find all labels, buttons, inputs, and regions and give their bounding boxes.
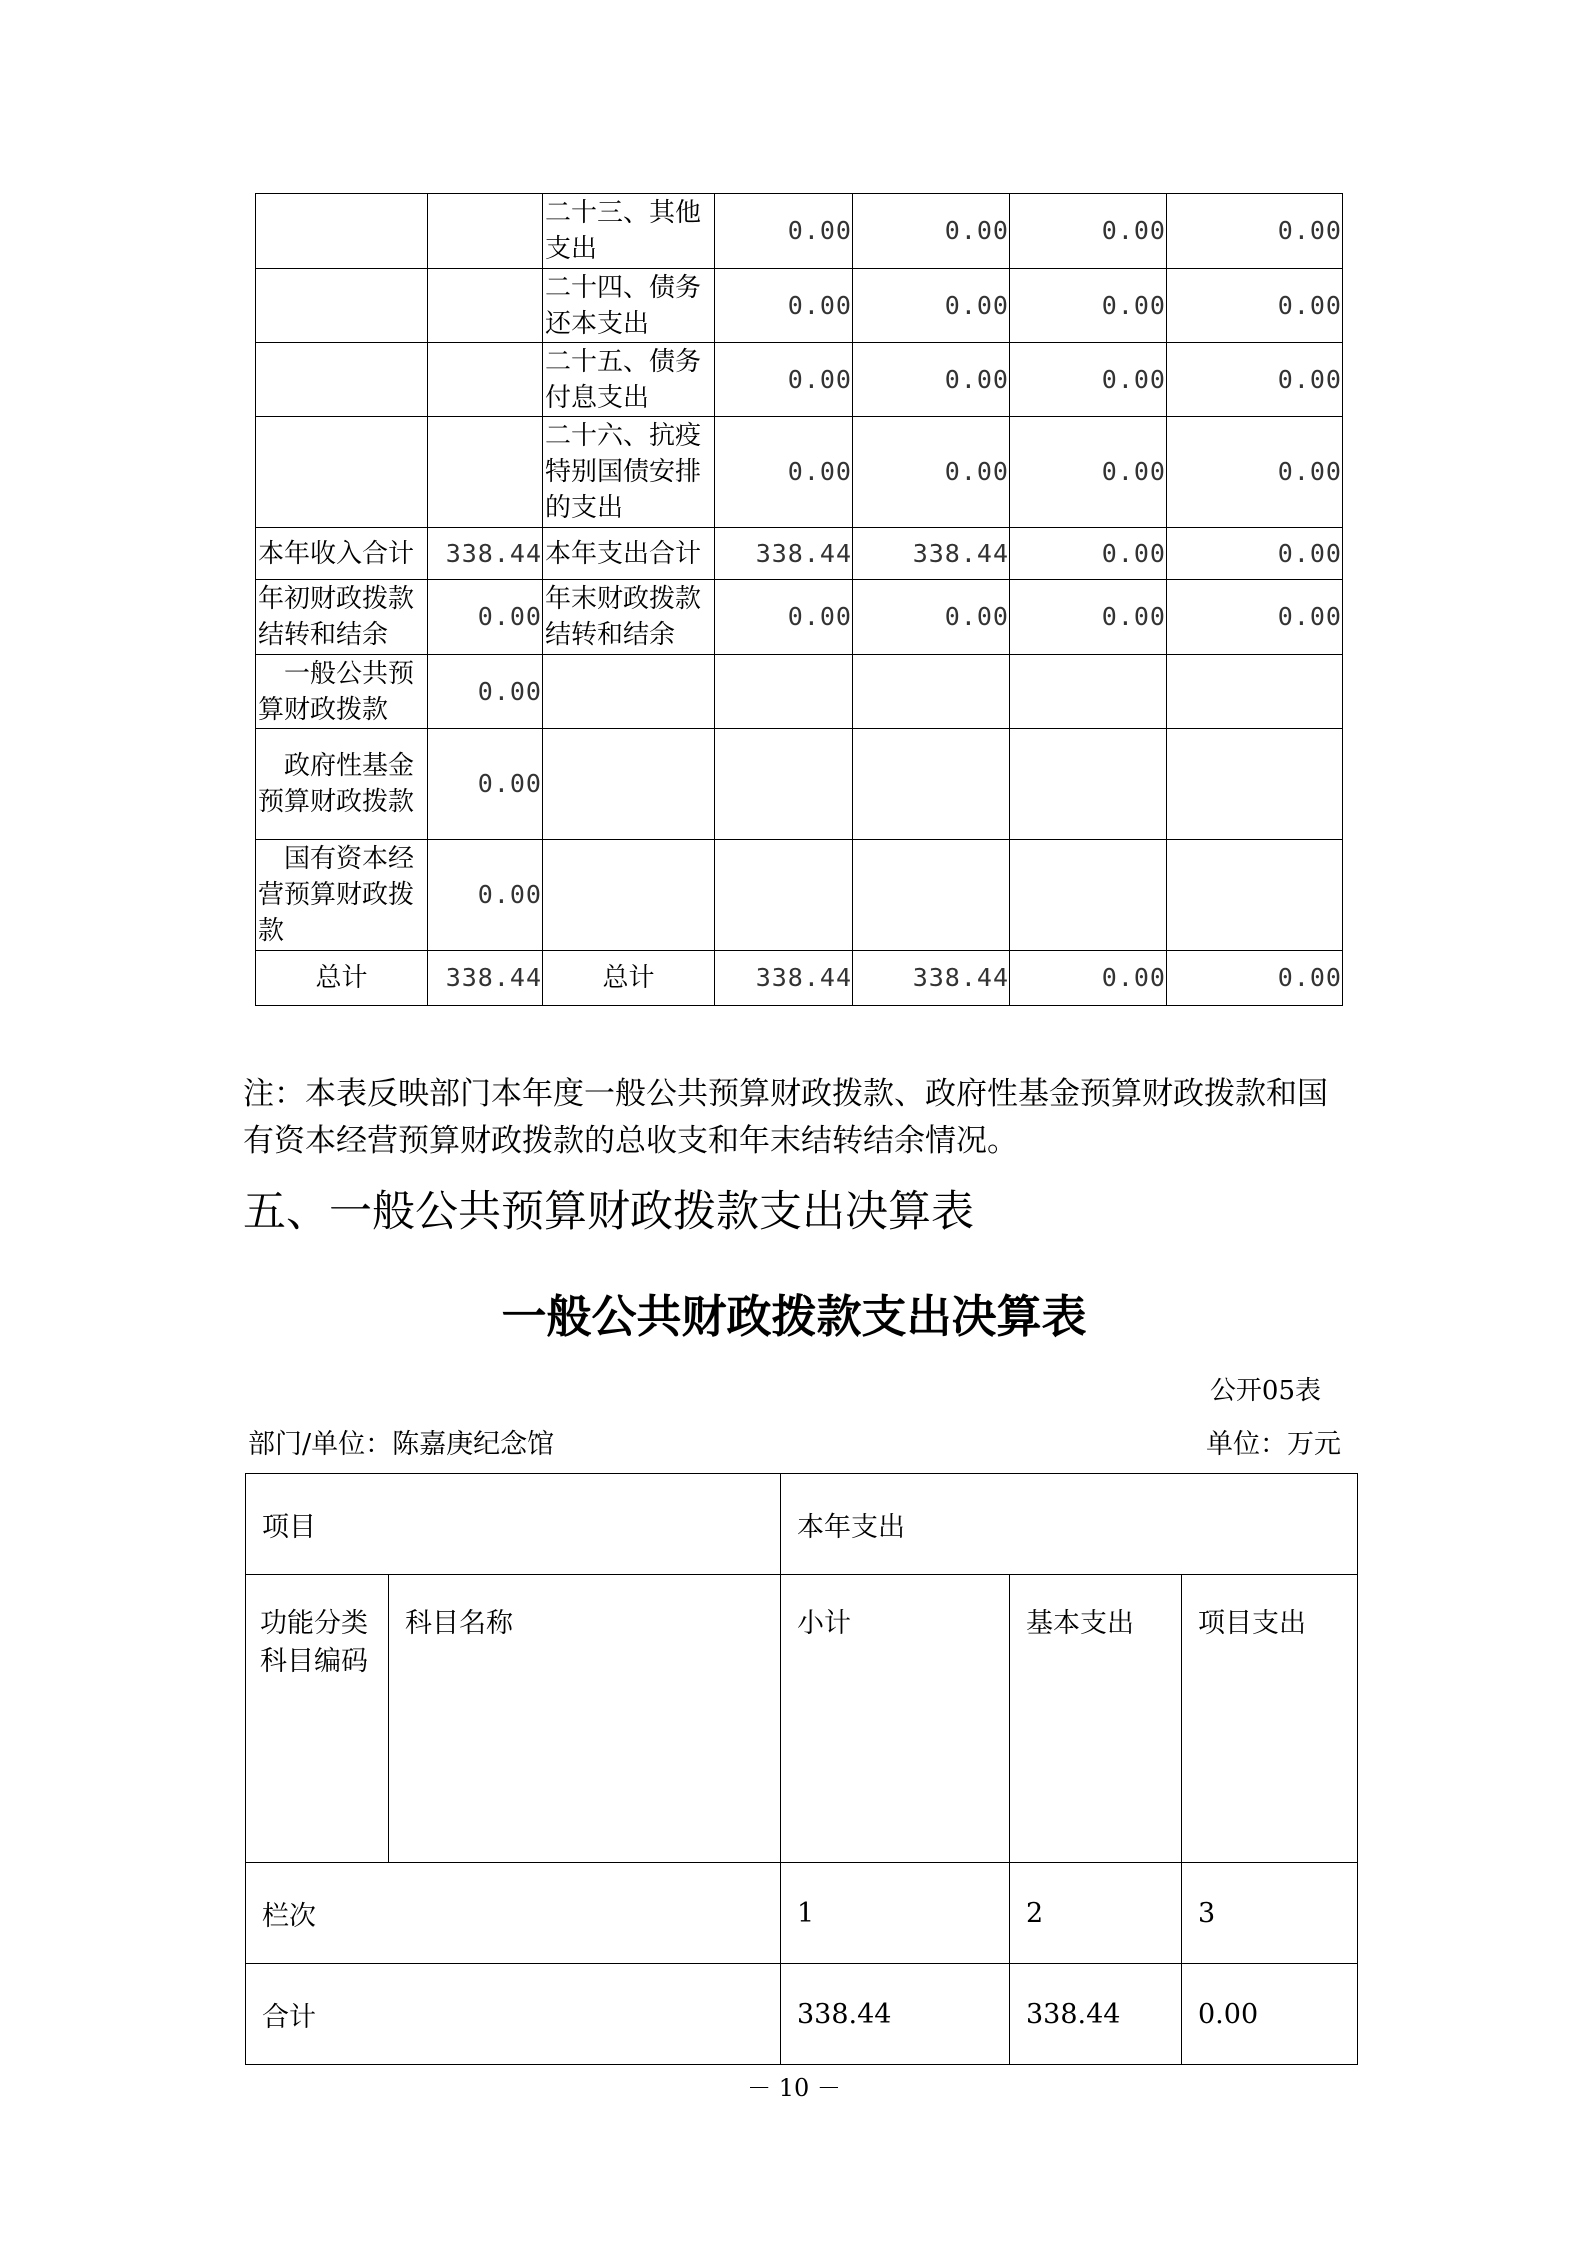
unit-label: 单位：万元 (1206, 1429, 1341, 1460)
cell (543, 729, 715, 840)
column-index-label: 栏次 (246, 1863, 781, 1964)
cell: 0.00 (853, 343, 1010, 417)
table-title: 一般公共财政拨款支出决算表 (501, 1290, 1087, 1343)
cell: 总计 (543, 951, 715, 1006)
cell: 0.00 (428, 655, 543, 729)
table-note: 注：本表反映部门本年度一般公共预算财政拨款、政府性基金预算财政拨款和国有资本经营预算财政拨款的总收支和年末结转结余情况。 (243, 1076, 1328, 1159)
table-row (256, 343, 1343, 417)
cell: 0.00 (1167, 417, 1343, 528)
cell (715, 655, 853, 729)
cell: 总计 (256, 951, 428, 1006)
cell: 政府性基金预算财政拨款 (256, 729, 428, 840)
cell: 一般公共预算财政拨款 (256, 655, 428, 729)
cell: 338.44 (428, 951, 543, 1006)
cell (715, 840, 853, 951)
cell (1010, 729, 1167, 840)
cell: 二十六、抗疫特别国债安排的支出 (543, 417, 715, 528)
cell (853, 729, 1010, 840)
cell: 0.00 (1167, 951, 1343, 1006)
cell: 0.00 (715, 343, 853, 417)
cell: 0.00 (853, 417, 1010, 528)
cell: 二十五、债务付息支出 (543, 343, 715, 417)
column-index: 3 (1182, 1863, 1358, 1964)
cell: 0.00 (715, 417, 853, 528)
table-row (256, 951, 1343, 1006)
cell (428, 343, 543, 417)
cell: 0.00 (1010, 951, 1167, 1006)
cell: 0.00 (1167, 269, 1343, 343)
cell (1010, 655, 1167, 729)
cell: 0.00 (853, 580, 1010, 655)
cell: 0.00 (1010, 269, 1167, 343)
cell (256, 417, 428, 528)
cell (256, 269, 428, 343)
total-subtotal: 338.44 (781, 1964, 1010, 2065)
cell: 国有资本经营预算财政拨款 (256, 840, 428, 951)
cell (1010, 840, 1167, 951)
cell (256, 194, 428, 269)
cell (428, 417, 543, 528)
table-row (256, 194, 1343, 269)
cell: 0.00 (1167, 343, 1343, 417)
header-year-expenditure: 本年支出 (781, 1474, 1358, 1575)
cell (853, 840, 1010, 951)
cell: 0.00 (1167, 528, 1343, 580)
table-row (256, 528, 1343, 580)
header-subtotal: 小计 (781, 1575, 1010, 1863)
cell: 0.00 (715, 194, 853, 269)
table-row (256, 840, 1343, 951)
cell: 338.44 (715, 528, 853, 580)
cell: 338.44 (853, 528, 1010, 580)
cell: 0.00 (428, 729, 543, 840)
cell: 0.00 (1167, 580, 1343, 655)
table-row (256, 729, 1343, 840)
header-function-code: 功能分类科目编码 (246, 1575, 389, 1863)
cell (853, 655, 1010, 729)
cell: 本年支出合计 (543, 528, 715, 580)
cell: 本年收入合计 (256, 528, 428, 580)
cell: 年末财政拨款结转和结余 (543, 580, 715, 655)
cell (1167, 729, 1343, 840)
column-index: 2 (1010, 1863, 1182, 1964)
cell: 338.44 (853, 951, 1010, 1006)
section-heading: 五、一般公共预算财政拨款支出决算表 (243, 1187, 974, 1237)
cell (428, 194, 543, 269)
total-label: 合计 (246, 1964, 781, 2065)
table-row (256, 417, 1343, 528)
cell (1167, 655, 1343, 729)
cell: 二十三、其他支出 (543, 194, 715, 269)
cell: 0.00 (853, 269, 1010, 343)
total-basic: 338.44 (1010, 1964, 1182, 2065)
total-project: 0.00 (1182, 1964, 1358, 2065)
cell: 0.00 (1010, 194, 1167, 269)
cell: 0.00 (715, 580, 853, 655)
cell: 0.00 (1167, 194, 1343, 269)
cell (428, 269, 543, 343)
cell: 二十四、债务还本支出 (543, 269, 715, 343)
header-subject-name: 科目名称 (389, 1575, 781, 1863)
cell: 0.00 (1010, 528, 1167, 580)
table-code: 公开05表 (1209, 1376, 1321, 1406)
cell (543, 655, 715, 729)
department-label: 部门/单位：陈嘉庚纪念馆 (248, 1429, 555, 1460)
cell: 0.00 (853, 194, 1010, 269)
cell: 0.00 (1010, 580, 1167, 655)
table-row (246, 1863, 1358, 1964)
cell: 0.00 (428, 580, 543, 655)
cell: 338.44 (428, 528, 543, 580)
cell (256, 343, 428, 417)
table-row (256, 655, 1343, 729)
cell: 338.44 (715, 951, 853, 1006)
cell (1167, 840, 1343, 951)
cell: 年初财政拨款结转和结余 (256, 580, 428, 655)
table-row (256, 580, 1343, 655)
header-basic-expenditure: 基本支出 (1010, 1575, 1182, 1863)
column-index: 1 (781, 1863, 1010, 1964)
fiscal-summary-table (255, 193, 1343, 1006)
table-row (246, 1575, 1358, 1863)
table-row (246, 1474, 1358, 1575)
header-item: 项目 (246, 1474, 781, 1575)
table-row (256, 269, 1343, 343)
cell: 0.00 (715, 269, 853, 343)
expenditure-table (245, 1473, 1358, 2065)
page-number: － 10 － (747, 2074, 841, 2102)
cell (543, 840, 715, 951)
header-project-expenditure: 项目支出 (1182, 1575, 1358, 1863)
cell: 0.00 (1010, 343, 1167, 417)
cell: 0.00 (428, 840, 543, 951)
cell (715, 729, 853, 840)
table-row (246, 1964, 1358, 2065)
cell: 0.00 (1010, 417, 1167, 528)
